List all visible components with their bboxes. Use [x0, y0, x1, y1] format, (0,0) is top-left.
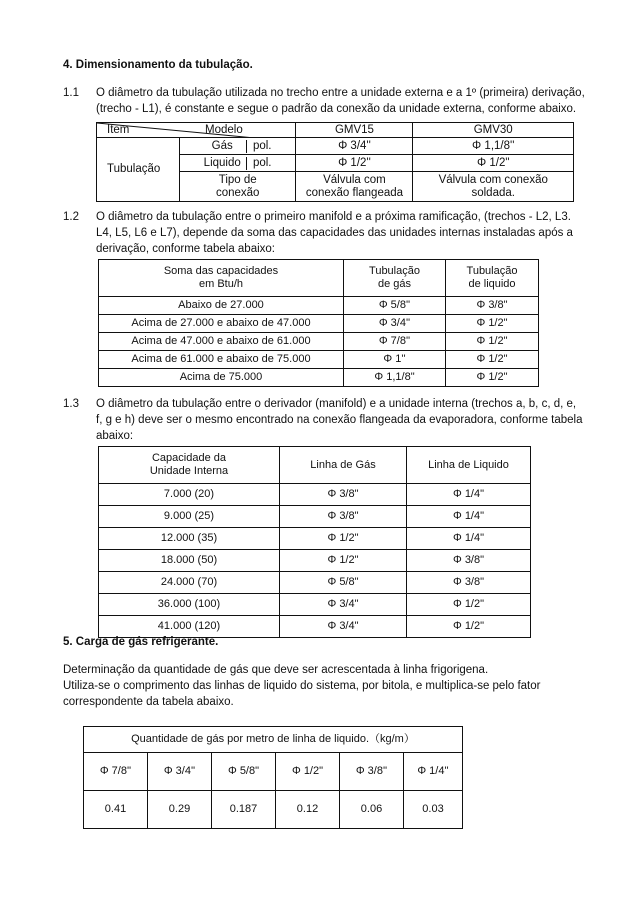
indoor-capacity-header-line-2: Unidade Interna [149, 465, 229, 477]
item-1-1-number: 1.1 [63, 87, 79, 99]
gas-size-cell: Φ 5/8'' [344, 297, 446, 315]
item-1-1-line-1: O diâmetro da tubulação utilizada no trecho entre a unidade externa e a 1º (primeira) derivação, [96, 87, 585, 99]
capacity-cell: 36.000 (100) [99, 594, 280, 616]
capacity-cell: Acima de 27.000 e abaixo de 47.000 [99, 315, 344, 333]
capacity-cell: 18.000 (50) [99, 550, 280, 572]
gas-size-cell: Φ 1/2" [280, 528, 407, 550]
gas-size-cell: Φ 3/4" [280, 616, 407, 638]
gas-size-cell: Φ 3/4" [280, 594, 407, 616]
gas-size-cell: Φ 1,1/8" [344, 369, 446, 387]
section-5-text [63, 662, 540, 710]
pipe-size-cell: Φ 1/4'' [404, 753, 463, 791]
capacity-cell: Acima de 61.000 e abaixo de 75.000 [99, 351, 344, 369]
liquid-size-cell: Φ 1/2" [446, 351, 539, 369]
table-gas-charge-factor [83, 726, 463, 829]
table-row [99, 528, 531, 550]
table-row [99, 572, 531, 594]
table-row [99, 594, 531, 616]
factor-cell: 0.03 [404, 791, 463, 829]
liquid-size-cell: Φ 3/8" [446, 297, 539, 315]
liquid-label: Liquido [198, 157, 247, 170]
table-branch-capacity [98, 259, 539, 387]
capacity-sum-header-line-1: Soma das capacidades [163, 265, 279, 277]
indoor-capacity-header [99, 447, 280, 484]
item-1-3-text [96, 396, 583, 444]
liquid-size-cell: Φ 1/2" [446, 333, 539, 351]
capacity-sum-header [99, 260, 344, 297]
section-5-line-2: Utiliza-se o comprimento das linhas de liquido do sistema, por bitola, e multiplica-se pelo fator [63, 680, 541, 692]
gas-size-cell: Φ 1'' [344, 351, 446, 369]
gas-size-cell: Φ 3/8" [280, 484, 407, 506]
capacity-cell: 9.000 (25) [99, 506, 280, 528]
gas-pipe-header-line-2: de gás [377, 278, 412, 290]
gmv30-header: GMV30 [413, 123, 574, 138]
table-row [99, 550, 531, 572]
liquid-line-header: Linha de Liquido [407, 447, 531, 484]
item-1-3-number: 1.3 [63, 398, 79, 410]
gmv15-connection-line-1: Válvula com [323, 173, 386, 186]
item-1-2-text [96, 209, 573, 257]
item-label: Item [107, 124, 130, 136]
section-4-heading: 4. Dimensionamento da tubulação. [63, 59, 253, 71]
liquid-pipe-header-line-1: Tubulação [466, 265, 518, 277]
liquid-size-cell: Φ 1/2" [446, 369, 539, 387]
item-modelo-header [97, 123, 296, 138]
capacity-cell: 12.000 (35) [99, 528, 280, 550]
gmv15-gas-size: Φ 3/4'' [296, 138, 413, 155]
pipe-size-cell: Φ 3/8'' [340, 753, 404, 791]
factor-cell: 0.187 [212, 791, 276, 829]
pipe-size-cell: Φ 7/8'' [84, 753, 148, 791]
liquid-size-cell: Φ 1/4" [407, 528, 531, 550]
item-1-2-line-3: derivação, conforme tabela abaixo: [96, 243, 275, 255]
section-5-line-1: Determinação da quantidade de gás que deve ser acrescentada à linha frigorigena. [63, 664, 489, 676]
capacity-cell: Abaixo de 27.000 [99, 297, 344, 315]
liquid-pipe-header-line-2: de liquido [468, 278, 516, 290]
item-1-3-line-2: f, g e h) deve ser o mesmo encontrado na conexão flangeada da evaporadora, conforme tabela [96, 414, 583, 426]
liquid-size-cell: Φ 1/4" [407, 506, 531, 528]
capacity-sum-header-line-2: em Btu/h [198, 278, 244, 290]
modelo-label: Modelo [205, 124, 243, 136]
section-5-line-3: correspondente da tabela abaixo. [63, 696, 234, 708]
gas-pipe-header-line-1: Tubulação [369, 265, 420, 277]
table-row [99, 315, 539, 333]
gmv30-connection-line-1: Válvula com conexão [438, 173, 548, 186]
gas-size-cell: Φ 7/8'' [344, 333, 446, 351]
gas-pol-cell [180, 138, 296, 155]
liquid-size-cell: Φ 3/8" [407, 572, 531, 594]
factor-row [84, 791, 463, 829]
liquid-unit: pol. [252, 156, 272, 169]
item-1-1-line-2: (trecho - L1), é constante e segue o padrão da conexão da unidade externa, conforme abaixo. [96, 103, 577, 115]
gas-size-cell: Φ 3/8" [280, 506, 407, 528]
liquid-size-cell: Φ 1/2" [446, 315, 539, 333]
table-row [99, 297, 539, 315]
gas-unit: pol. [252, 139, 272, 152]
gmv30-liquid-size: Φ 1/2" [413, 155, 574, 172]
gas-size-cell: Φ 1/2" [280, 550, 407, 572]
gmv15-header: GMV15 [296, 123, 413, 138]
liquid-pipe-header [446, 260, 539, 297]
gmv30-connection [413, 172, 574, 202]
connection-type-label [180, 172, 296, 202]
gas-label: Gás [198, 140, 247, 153]
item-1-2-line-2: L4, L5, L6 e L7), depende da soma das capacidades das unidades internas instaladas após a [96, 227, 573, 239]
gmv15-connection [296, 172, 413, 202]
capacity-cell: 24.000 (70) [99, 572, 280, 594]
capacity-cell: Acima de 47.000 e abaixo de 61.000 [99, 333, 344, 351]
factor-cell: 0.29 [148, 791, 212, 829]
pipe-size-cell: Φ 5/8" [212, 753, 276, 791]
tubulacao-label: Tubulação [97, 138, 180, 202]
capacity-cell: 41.000 (120) [99, 616, 280, 638]
pipe-size-row [84, 753, 463, 791]
capacity-cell: Acima de 75.000 [99, 369, 344, 387]
table-row [99, 484, 531, 506]
gas-size-cell: Φ 5/8" [280, 572, 407, 594]
table-row [99, 333, 539, 351]
indoor-capacity-header-line-1: Capacidade da [151, 452, 226, 464]
table-row [99, 369, 539, 387]
item-1-1-text [96, 85, 585, 117]
liquid-size-cell: Φ 1/4" [407, 484, 531, 506]
liquid-size-cell: Φ 1/2" [407, 594, 531, 616]
gmv30-connection-line-2: soldada. [471, 186, 515, 199]
table-indoor-unit-pipes [98, 446, 531, 638]
table-row [99, 351, 539, 369]
liquid-size-cell: Φ 1/2" [407, 616, 531, 638]
factor-cell: 0.06 [340, 791, 404, 829]
gas-pipe-header [344, 260, 446, 297]
item-1-3-line-1: O diâmetro da tubulação entre o derivador (manifold) e a unidade interna (trechos a, b, c, d, e, [96, 398, 577, 410]
item-1-2-line-1: O diâmetro da tubulação entre o primeiro manifold e a próxima ramificação, (trechos - L2, L3. [96, 211, 571, 223]
section-5-heading: 5. Carga de gás refrigerante. [63, 636, 219, 648]
pipe-size-cell: Φ 3/4'' [148, 753, 212, 791]
factor-cell: 0.41 [84, 791, 148, 829]
liquid-size-cell: Φ 3/8" [407, 550, 531, 572]
connection-type-line-1: Tipo de [218, 173, 257, 186]
connection-type-line-2: conexão [215, 186, 260, 199]
gmv15-liquid-size: Φ 1/2'' [296, 155, 413, 172]
factor-cell: 0.12 [276, 791, 340, 829]
table-pipe-dimensions-outdoor [96, 122, 574, 202]
gmv15-connection-line-2: conexão flangeada [305, 186, 404, 199]
gmv30-gas-size: Φ 1,1/8'' [413, 138, 574, 155]
gas-line-header: Linha de Gás [280, 447, 407, 484]
item-1-2-number: 1.2 [63, 211, 79, 223]
table-row [99, 506, 531, 528]
capacity-cell: 7.000 (20) [99, 484, 280, 506]
pipe-size-cell: Φ 1/2" [276, 753, 340, 791]
gas-size-cell: Φ 3/4'' [344, 315, 446, 333]
gas-charge-title: Quantidade de gás por metro de linha de liquido.（kg/m） [84, 727, 463, 753]
liquid-pol-cell [180, 155, 296, 172]
item-1-3-line-3: abaixo: [96, 430, 134, 442]
